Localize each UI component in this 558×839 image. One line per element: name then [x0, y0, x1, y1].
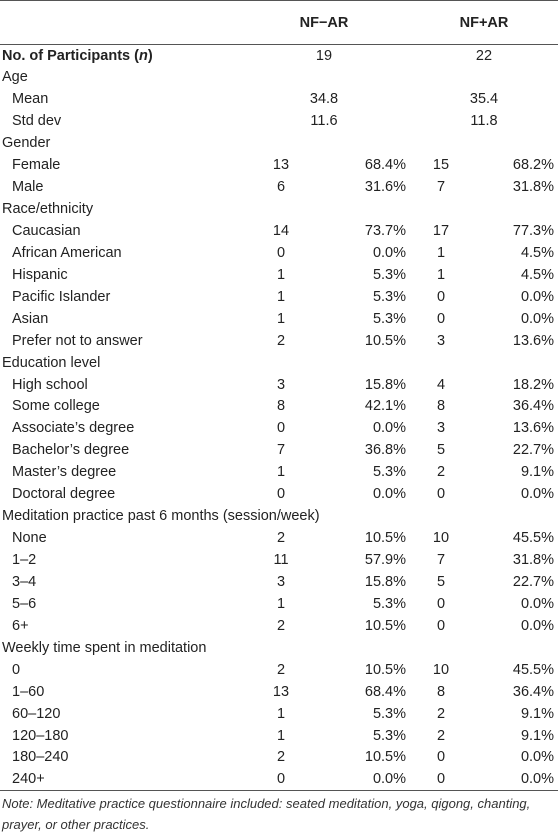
table-row	[0, 593, 558, 615]
table-row	[0, 110, 558, 132]
count-group2: 1	[436, 244, 446, 261]
table-row	[0, 374, 558, 396]
count-group1: 2	[276, 617, 286, 634]
percent-group1: 5.3%	[372, 705, 406, 722]
count-group2: 0	[436, 486, 446, 503]
count-group1: 0	[276, 420, 286, 437]
percent-group2: 31.8%	[512, 179, 554, 196]
percent-group2: 68.2%	[512, 157, 554, 174]
count-group2: 8	[436, 683, 446, 700]
row-label: 180–240	[12, 749, 69, 766]
row-label: 1–2	[12, 552, 37, 569]
count-group1: 1	[276, 727, 286, 744]
table-row	[0, 659, 558, 681]
percent-group1: 0.0%	[324, 768, 410, 790]
percent-group1: 10.5%	[364, 617, 406, 634]
table-row	[0, 615, 558, 637]
percent-group1: 5.3%	[372, 266, 406, 283]
count-group2: 0	[436, 288, 446, 305]
count-group1: 8	[276, 398, 286, 415]
table-row	[0, 571, 558, 593]
count-group2: 3	[436, 332, 446, 349]
table-row	[0, 527, 558, 549]
table-row	[0, 417, 558, 439]
row-label: Some college	[12, 398, 100, 415]
percent-group2: 9.1%	[520, 705, 554, 722]
percent-group1: 15.8%	[364, 376, 406, 393]
count-group2: 2	[436, 464, 446, 481]
percent-group2: 31.8%	[512, 552, 554, 569]
count-group1: 1	[276, 464, 286, 481]
section-label: Weekly time spent in meditation	[2, 639, 207, 656]
count-group1: 0	[276, 486, 286, 503]
table-row	[0, 768, 558, 790]
table-note: Note: Meditative practice questionnaire included: seated meditation, yoga, qigong, chanting, prayer, or other practices.	[2, 796, 531, 832]
percent-group1: 68.4%	[364, 683, 406, 700]
count-group2: 15	[432, 157, 450, 174]
percent-group1: 42.1%	[364, 398, 406, 415]
table-row	[0, 549, 558, 571]
percent-group2: 0.0%	[520, 617, 554, 634]
percent-group2: 0.0%	[472, 768, 558, 790]
count-group2: 17	[432, 222, 450, 239]
row-label: Std dev	[12, 113, 62, 130]
percent-group2: 13.6%	[512, 420, 554, 437]
row-label: Female	[12, 157, 61, 174]
table-row	[0, 461, 558, 483]
section-header-age	[0, 66, 558, 88]
count-group2: 0	[436, 595, 446, 612]
count-group1: 1	[276, 310, 286, 327]
percent-group1: 5.3%	[372, 310, 406, 327]
section-label: Gender	[2, 135, 51, 152]
count-group1: 7	[276, 442, 286, 459]
count-group2: 2	[436, 727, 446, 744]
percent-group1: 0.0%	[372, 486, 406, 503]
section-label: Meditation practice past 6 months (session/week)	[2, 508, 320, 525]
row-label: Prefer not to answer	[12, 332, 143, 349]
count-group2: 2	[436, 705, 446, 722]
count-group1: 1	[276, 288, 286, 305]
percent-group2: 0.0%	[520, 288, 554, 305]
percent-group1: 73.7%	[364, 222, 406, 239]
row-label: Mean	[12, 91, 49, 108]
table-row	[0, 396, 558, 418]
section-header	[0, 505, 558, 527]
table-row	[0, 483, 558, 505]
percent-group2: 9.1%	[520, 464, 554, 481]
section-label: Education level	[2, 354, 101, 371]
count-group2: 3	[436, 420, 446, 437]
table-row	[0, 308, 558, 330]
section-label: Race/ethnicity	[2, 201, 94, 218]
percent-group1: 31.6%	[364, 179, 406, 196]
percent-group1: 10.5%	[364, 661, 406, 678]
row-label: Pacific Islander	[12, 288, 111, 305]
percent-group2: 36.4%	[512, 398, 554, 415]
percent-group1: 0.0%	[372, 420, 406, 437]
row-label: Male	[12, 179, 44, 196]
table-row	[0, 747, 558, 769]
row-label: Master’s degree	[12, 464, 117, 481]
table-row	[0, 681, 558, 703]
row-label: Asian	[12, 310, 49, 327]
participants-row	[0, 45, 558, 67]
percent-group1: 68.4%	[364, 157, 406, 174]
row-label: High school	[12, 376, 88, 393]
row-label: 60–120	[12, 705, 61, 722]
table-row	[0, 220, 558, 242]
header-group-nf-minus-ar: NF−AR	[238, 1, 410, 45]
percent-group1: 5.3%	[372, 727, 406, 744]
count-group1: 11	[273, 552, 289, 569]
count-group1: 2	[276, 530, 286, 547]
count-group2: 8	[436, 398, 446, 415]
count-group2: 7	[436, 552, 446, 569]
section-label: Age	[2, 69, 28, 86]
row-label: Hispanic	[12, 266, 68, 283]
percent-group2: 18.2%	[512, 376, 554, 393]
count-group1: 13	[272, 157, 290, 174]
percent-group2: 0.0%	[520, 749, 554, 766]
row-label: Doctoral degree	[12, 486, 116, 503]
count-group1: 1	[276, 595, 286, 612]
percent-group2: 0.0%	[520, 310, 554, 327]
row-label: Bachelor’s degree	[12, 442, 130, 459]
table-row	[0, 703, 558, 725]
count-group1: 13	[272, 683, 290, 700]
percent-group1: 57.9%	[364, 552, 406, 569]
row-label: 6+	[12, 617, 29, 634]
count-group1: 6	[276, 179, 286, 196]
count-group1: 2	[276, 749, 286, 766]
percent-group2: 36.4%	[512, 683, 554, 700]
row-label: Caucasian	[12, 222, 81, 239]
percent-group1: 10.5%	[364, 332, 406, 349]
count-group1: 2	[276, 661, 286, 678]
percent-group1: 10.5%	[364, 530, 406, 547]
count-group2: 4	[436, 376, 446, 393]
header-group-nf-plus-ar: NF+AR	[410, 1, 558, 45]
percent-group2: 4.5%	[520, 266, 554, 283]
percent-group1: 36.8%	[364, 442, 406, 459]
count-group2: 0	[436, 749, 446, 766]
percent-group2: 45.5%	[512, 530, 554, 547]
row-label: 120–180	[12, 727, 69, 744]
table-body	[0, 45, 558, 791]
age-sd-group1: 11.6	[310, 113, 338, 130]
percent-group2: 13.6%	[512, 332, 554, 349]
percent-group1: 10.5%	[364, 749, 406, 766]
table-row	[0, 439, 558, 461]
row-label: 240+	[0, 768, 238, 790]
count-group2: 1	[436, 266, 446, 283]
count-group1: 0	[238, 768, 324, 790]
section-header	[0, 637, 558, 659]
count-group1: 0	[276, 244, 286, 261]
header-label-cell	[0, 1, 238, 45]
percent-group2: 0.0%	[520, 486, 554, 503]
percent-group2: 77.3%	[512, 222, 554, 239]
count-group1: 1	[276, 266, 286, 283]
count-group1: 2	[276, 332, 286, 349]
table-row	[0, 154, 558, 176]
participants-label: No. of Participants (n)	[2, 47, 153, 64]
percent-group1: 5.3%	[372, 464, 406, 481]
count-group2: 7	[436, 179, 446, 196]
percent-group2: 0.0%	[520, 595, 554, 612]
table-row	[0, 286, 558, 308]
percent-group1: 5.3%	[372, 288, 406, 305]
count-group1: 3	[276, 573, 286, 590]
table-row	[0, 242, 558, 264]
row-label: African American	[12, 244, 122, 261]
count-group2: 0	[436, 310, 446, 327]
table-row	[0, 88, 558, 110]
participants-group2: 22	[475, 47, 493, 64]
table-row	[0, 176, 558, 198]
count-group1: 14	[272, 222, 290, 239]
percent-group2: 22.7%	[512, 573, 554, 590]
row-label: 0	[12, 661, 21, 678]
percent-group2: 22.7%	[512, 442, 554, 459]
percent-group2: 45.5%	[512, 661, 554, 678]
count-group2: 0	[410, 768, 472, 790]
row-label: 5–6	[12, 595, 37, 612]
row-label: Associate’s degree	[12, 420, 135, 437]
participants-group1: 19	[315, 47, 333, 64]
percent-group2: 4.5%	[520, 244, 554, 261]
count-group2: 10	[432, 661, 450, 678]
percent-group1: 0.0%	[372, 244, 406, 261]
row-label: 1–60	[12, 683, 45, 700]
percent-group1: 15.8%	[364, 573, 406, 590]
table-row	[0, 725, 558, 747]
row-label: None	[12, 530, 47, 547]
count-group1: 1	[276, 705, 286, 722]
age-mean-group2: 35.4	[469, 91, 499, 108]
count-group2: 5	[436, 573, 446, 590]
section-header	[0, 132, 558, 154]
count-group2: 5	[436, 442, 446, 459]
count-group1: 3	[276, 376, 286, 393]
count-group2: 0	[436, 617, 446, 634]
age-sd-group2: 11.8	[470, 113, 498, 130]
percent-group1: 5.3%	[372, 595, 406, 612]
count-group2: 10	[432, 530, 450, 547]
section-header	[0, 198, 558, 220]
table-row	[0, 264, 558, 286]
percent-group2: 9.1%	[520, 727, 554, 744]
row-label: 3–4	[12, 573, 37, 590]
section-header	[0, 352, 558, 374]
age-mean-group1: 34.8	[309, 91, 339, 108]
table-row	[0, 330, 558, 352]
table-header-row	[0, 1, 558, 45]
